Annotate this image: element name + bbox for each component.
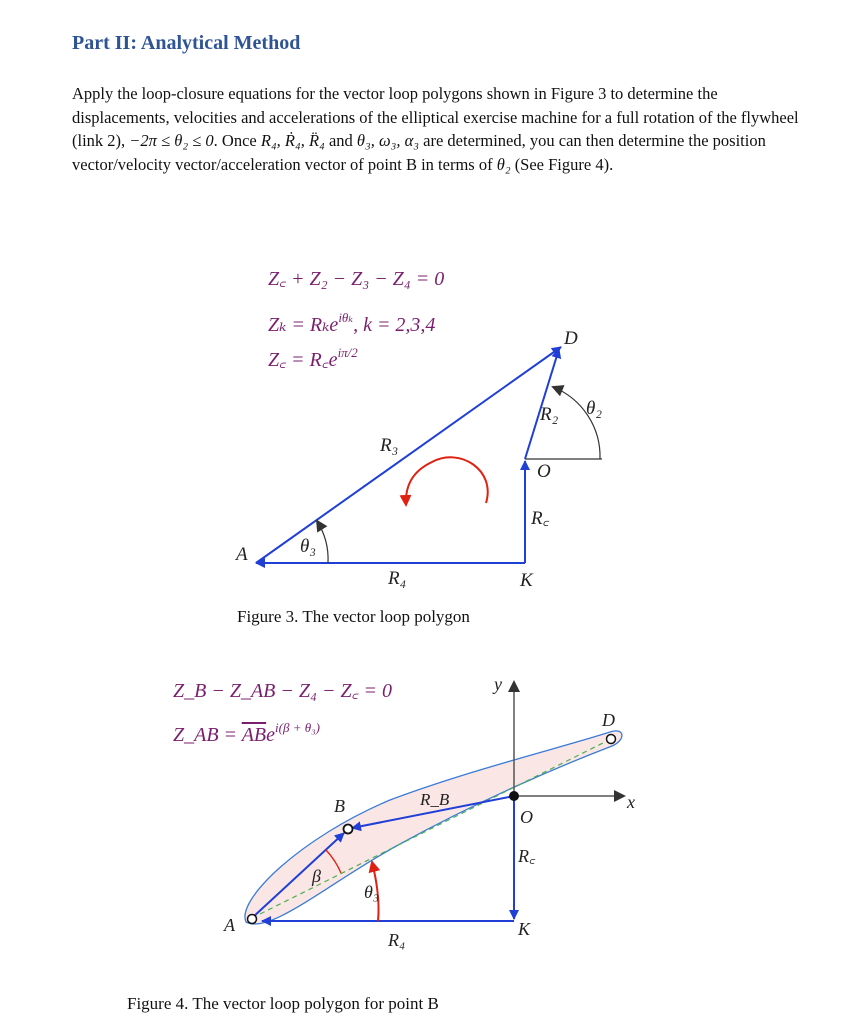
fig3-vector-r3: [256, 347, 561, 563]
fig4-label-beta: β: [312, 866, 321, 886]
fig4-eq-2: Z_AB = ABe$^{i(\beta + \theta_3)}$: [173, 720, 320, 746]
fig3-label-r2: R₂: [540, 404, 559, 425]
para-vars-1: R₄, Ṙ₄, R̈₄: [260, 131, 325, 150]
fig4-joint-d: [607, 735, 616, 744]
fig4-label-rc: R꜀: [518, 846, 536, 866]
fig3-label-r3: R₃: [380, 435, 399, 456]
fig3-label-o: O: [537, 461, 551, 482]
fig4-eq-1: Z_B − Z_AB − Z₄ − Z꜀ = 0: [173, 680, 393, 702]
para-text-2: . Once: [213, 131, 261, 150]
fig3-label-theta3: θ₃: [300, 536, 316, 557]
fig3-eq-1: Z꜀ + Z₂ − Z₃ − Z₄ = 0: [268, 268, 445, 290]
fig4-label-d: D: [602, 710, 615, 730]
fig4-label-b: B: [334, 796, 345, 816]
para-text-4: (See Figure 4).: [510, 154, 614, 174]
para-range: −2π ≤ θ₂ ≤ 0: [129, 131, 214, 150]
figure-3: [234, 268, 602, 626]
fig3-label-theta2: θ₂: [586, 398, 602, 419]
para-text-3: are determined, you can then determine the position vector/velocity vector/acceleration vector of point B in terms of: [72, 131, 766, 174]
fig4-label-k: K: [518, 919, 531, 939]
fig4-label-y: y: [494, 674, 502, 694]
section-heading: Part II: Analytical Method: [72, 32, 301, 54]
fig4-caption: Figure 4. The vector loop polygon for point B: [127, 994, 439, 1013]
fig3-label-d: D: [564, 328, 578, 349]
fig3-theta3-arc: [317, 521, 328, 563]
fig4-label-theta3: θ₃: [364, 882, 380, 902]
fig4-label-a: A: [224, 915, 235, 935]
fig4-label-r4: R₄: [388, 930, 406, 950]
para-vars-2: θ₃, ω₃, α₃: [356, 131, 420, 150]
para-theta2: θ₂: [496, 154, 511, 174]
fig3-eq-3: Z꜀ = $R꜀e^{i\pi/2}$: [268, 345, 358, 371]
fig3-label-r4: R₄: [388, 568, 407, 589]
fig4-label-x: x: [627, 792, 635, 812]
fig4-joint-b: [344, 825, 353, 834]
fig4-label-o: O: [520, 807, 533, 827]
fig3-loop-direction-arrow: [406, 457, 488, 505]
fig3-label-rc: R꜀: [531, 508, 550, 529]
para-and: and: [324, 131, 357, 150]
para-text-1: Apply the loop-closure equations for the vector loop polygons shown in Figure 3 to determine the displacements, velocities and accelerations of the elliptical exercise machine for a full rotation of the flywheel (link 2),: [72, 84, 799, 150]
fig3-eq-2: Zₖ = Rₖe$^{i\theta_k}$, k = 2,3,4: [268, 310, 436, 336]
fig4-joint-o: [509, 791, 519, 801]
fig3-caption: Figure 3. The vector loop polygon: [237, 607, 470, 626]
fig3-label-k: K: [520, 570, 533, 591]
fig3-label-a: A: [236, 544, 248, 565]
fig4-label-rb: R_B: [420, 790, 450, 809]
figure-4: [127, 674, 635, 1013]
fig4-joint-a: [248, 915, 257, 924]
